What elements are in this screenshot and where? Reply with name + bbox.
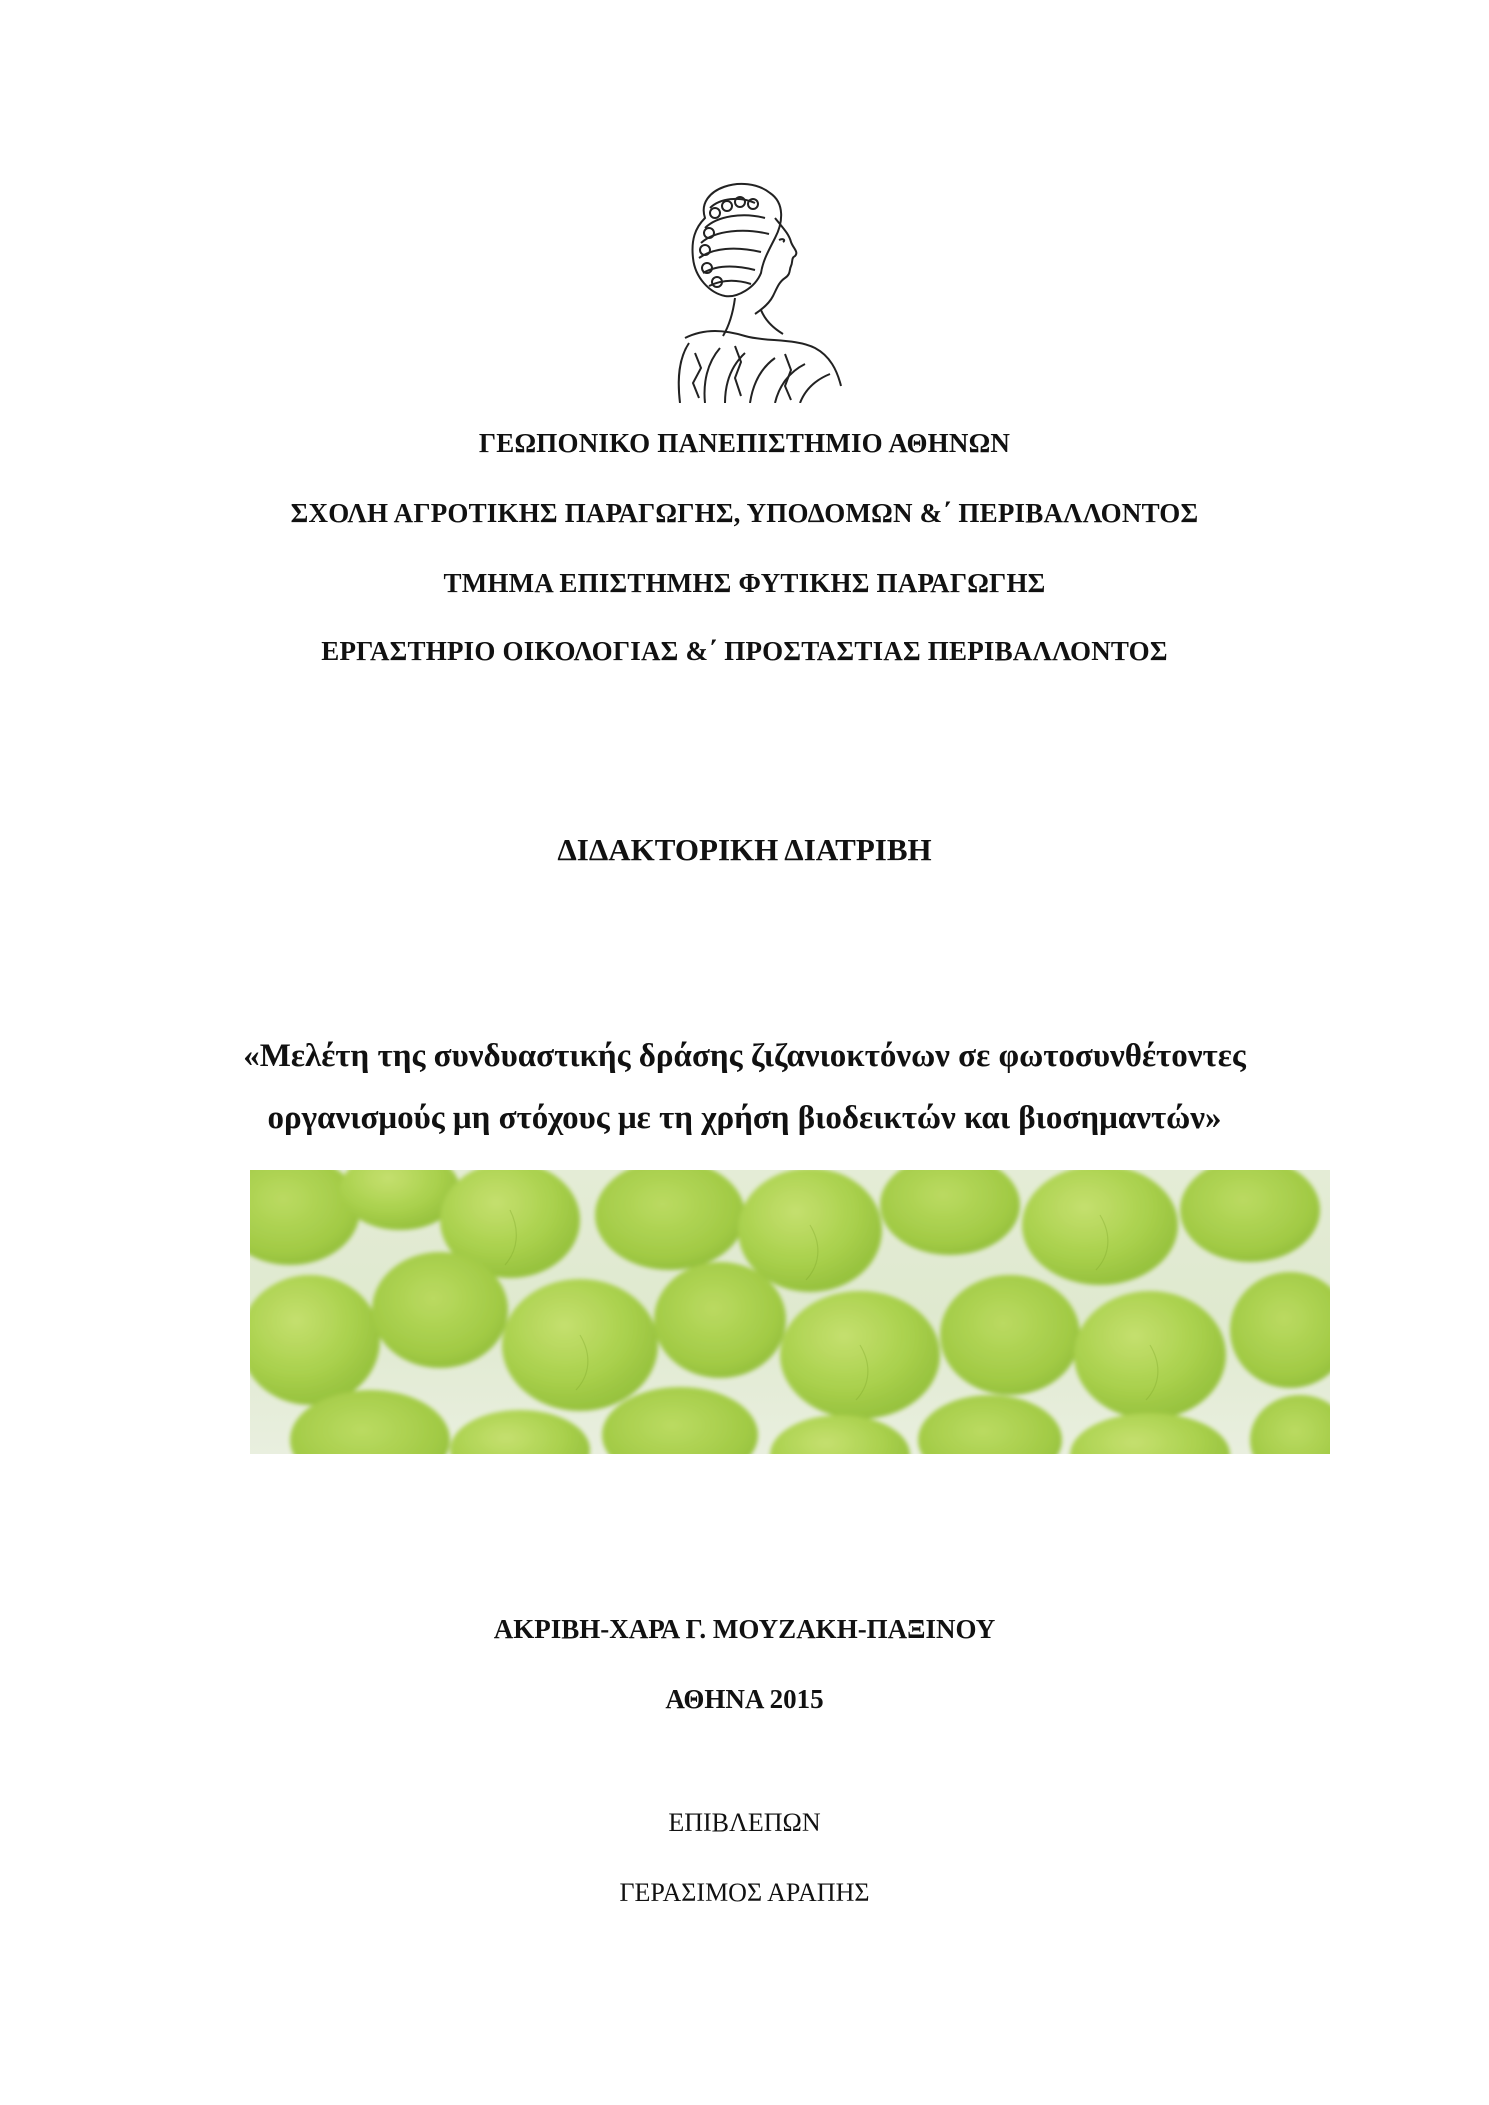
thesis-type: ΔΙΔΑΚΤΟΡΙΚΗ ΔΙΑΤΡΙΒΗ [557,832,932,867]
school-name: ΣΧΟΛΗ ΑΓΡΟΤΙΚΗΣ ΠΑΡΑΓΩΓΗΣ, ΥΠΟΔΟΜΩΝ &΄ ΠΕΡΙΒΑΛΛΟΝΤΟΣ [290,498,1199,528]
thesis-title-line-2: οργανισμούς μη στόχους με τη χρήση βιοδεικτών και βιοσημαντών» [267,1100,1222,1136]
cover-photo [250,1170,1330,1454]
department-name: ΤΜΗΜΑ ΕΠΙΣΤΗΜΗΣ ΦΥΤΙΚΗΣ ΠΑΡΑΓΩΓΗΣ [443,568,1046,598]
thesis-title-line-1: «Μελέτη της συνδυαστικής δράσης ζιζανιοκτόνων σε φωτοσυνθέτοντες [243,1038,1246,1074]
athena-head-logo-icon [665,178,845,403]
university-name: ΓΕΩΠΟΝΙΚΟ ΠΑΝΕΠΙΣΤΗΜΙΟ ΑΘΗΝΩΝ [478,428,1011,458]
place-year: ΑΘΗΝΑ 2015 [665,1684,824,1714]
supervisor-label: ΕΠΙΒΛΕΠΩΝ [668,1808,821,1837]
laboratory-name: ΕΡΓΑΣΤΗΡΙΟ ΟΙΚΟΛΟΓΙΑΣ &΄ ΠΡΟΣΤΑΣΤΙΑΣ ΠΕΡΙΒΑΛΛΟΝΤΟΣ [321,636,1168,666]
supervisor-name: ΓΕΡΑΣΙΜΟΣ ΑΡΑΠΗΣ [619,1878,870,1907]
university-logo [665,178,845,403]
duckweed-photo-icon [250,1170,1330,1454]
author-name: ΑΚΡΙΒΗ-ΧΑΡΑ Γ. ΜΟΥΖΑΚΗ-ΠΑΞΙΝΟΥ [493,1614,996,1644]
